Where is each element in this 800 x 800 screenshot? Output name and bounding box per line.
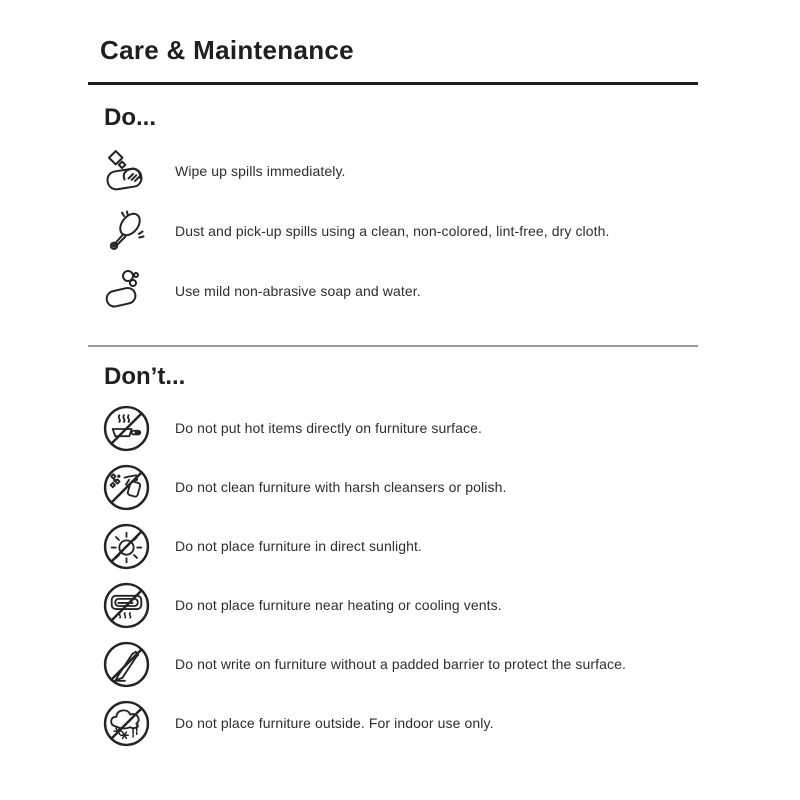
- soap-water-icon: [100, 268, 152, 314]
- dont-item-row: [100, 576, 800, 635]
- do-section-heading: Do...: [104, 103, 156, 131]
- do-item-text: Wipe up spills immediately.: [175, 163, 346, 180]
- section-divider: [88, 345, 698, 347]
- dont-item-row: [100, 694, 800, 753]
- page-title: Care & Maintenance: [100, 35, 354, 65]
- dont-item-text: Do not place furniture in direct sunlight.: [175, 538, 422, 555]
- no-outdoor-icon: [100, 699, 152, 748]
- dont-item-row: [100, 399, 800, 458]
- do-item-row: [100, 141, 800, 201]
- do-item-text: Use mild non-abrasive soap and water.: [175, 283, 421, 300]
- duster-icon: [100, 208, 152, 254]
- dont-item-text: Do not put hot items directly on furniture surface.: [175, 420, 483, 437]
- dont-item-row: [100, 517, 800, 576]
- dont-item-text: Do not clean furniture with harsh cleansers or polish.: [175, 479, 507, 496]
- dont-section-heading: Don’t...: [104, 363, 186, 391]
- do-item-row: [100, 201, 800, 261]
- no-harsh-cleansers-icon: [100, 463, 152, 512]
- no-hot-items-icon: [100, 404, 152, 453]
- title-divider: [88, 82, 698, 85]
- dont-item-row: [100, 635, 800, 694]
- dont-item-text: Do not place furniture near heating or cooling vents.: [175, 597, 502, 614]
- dont-item-text: Do not place furniture outside. For indoor use only.: [175, 715, 494, 732]
- wipe-spills-icon: [100, 148, 152, 194]
- dont-item-text: Do not write on furniture without a padded barrier to protect the surface.: [175, 656, 626, 673]
- no-writing-icon: [100, 640, 152, 689]
- dont-item-row: [100, 458, 800, 517]
- no-direct-sunlight-icon: [100, 522, 152, 571]
- do-item-text: Dust and pick-up spills using a clean, non-colored, lint-free, dry cloth.: [175, 223, 610, 240]
- no-vents-icon: [100, 581, 152, 630]
- do-item-row: [100, 261, 800, 321]
